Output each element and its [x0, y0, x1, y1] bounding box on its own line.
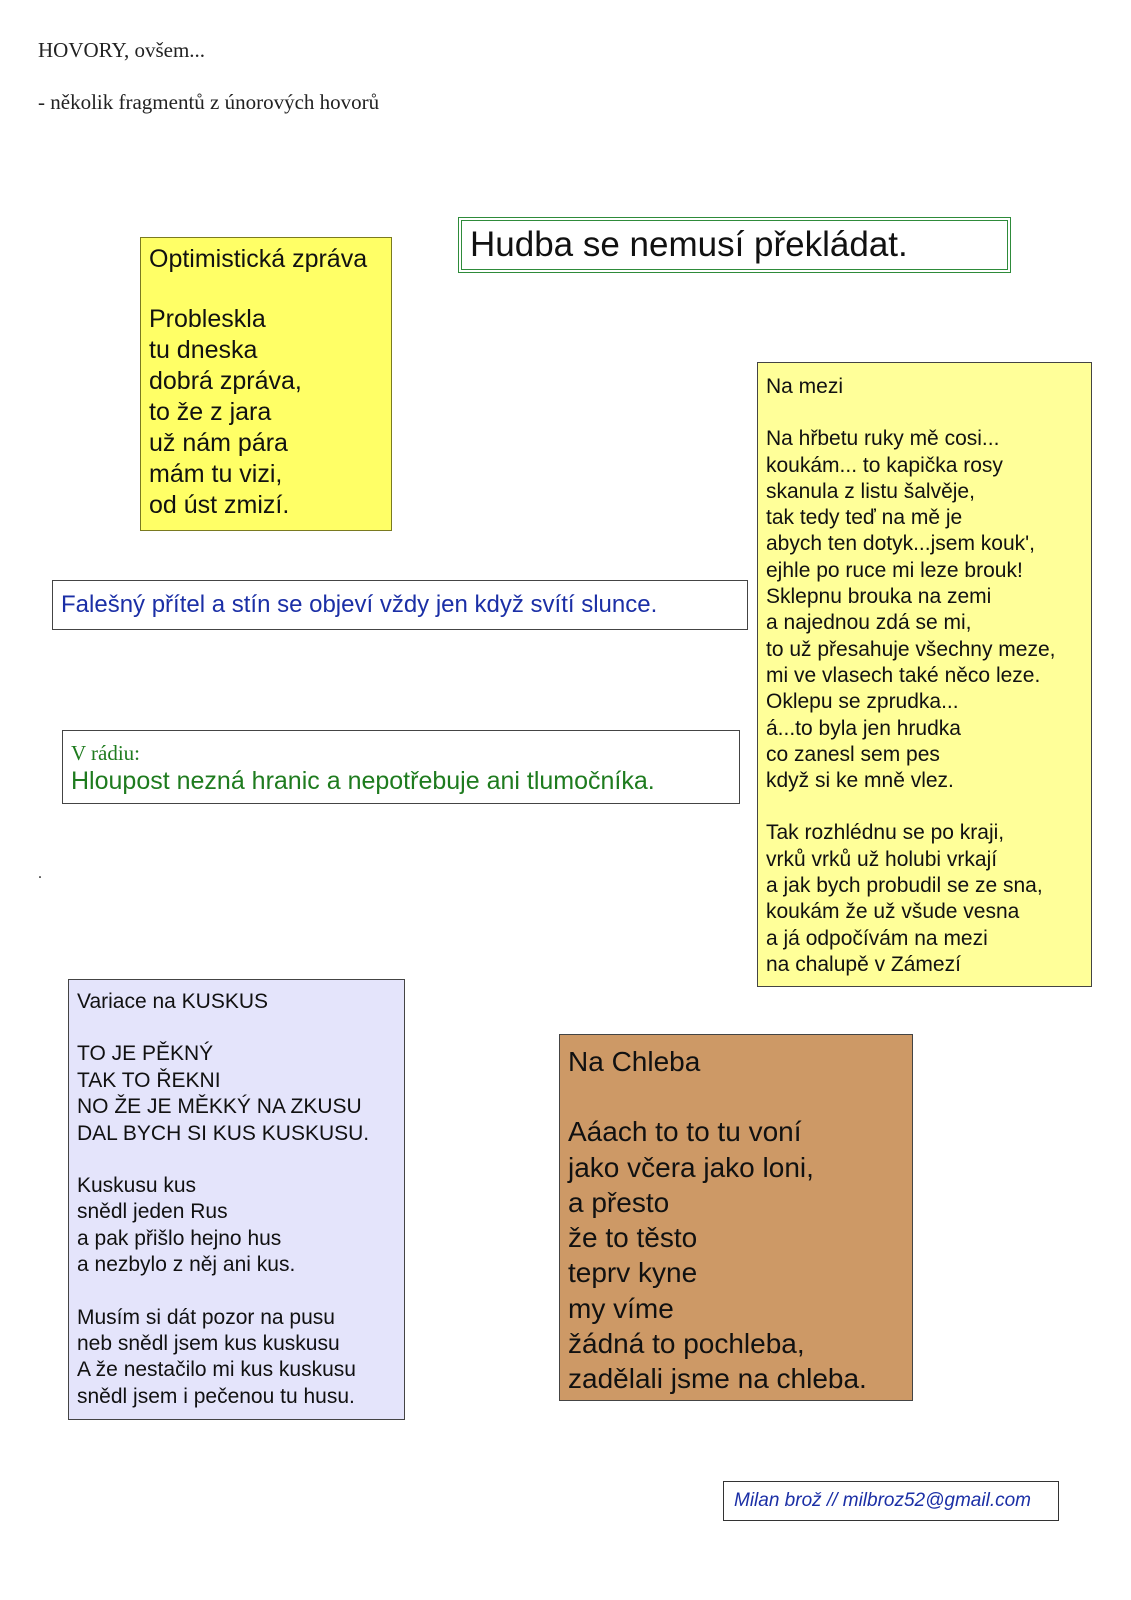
box-title: Na Chleba [568, 1046, 701, 1077]
poem-line: koukám že už všude vesna [766, 900, 1020, 924]
v-radiu-quote-box [62, 730, 740, 804]
poem-line: a pak přišlo hejno hus [77, 1226, 282, 1250]
document-title: HOVORY, ovšem... [38, 38, 206, 62]
poem-line: mám tu vizi, [149, 460, 283, 488]
poem-line: NO ŽE JE MĚKKÝ NA ZKUSU [77, 1095, 362, 1119]
poem-line: skanula z listu šalvěje, [766, 479, 975, 503]
poem-line: koukám... to kapička rosy [766, 453, 1003, 477]
poem-line: neb snědl jsem kus kuskusu [77, 1332, 340, 1356]
document-subtitle: - několik fragmentů z únorových hovorů [38, 90, 380, 114]
author-signature: Milan brož // milbroz52@gmail.com [734, 1490, 1031, 1511]
quote-label: V rádiu: [71, 741, 141, 765]
poem-line: už nám pára [149, 429, 288, 457]
quote-text: Hloupost nezná hranic a nepotřebuje ani tlumočníka. [71, 767, 655, 795]
quote-text: Falešný přítel a stín se objeví vždy jen když svítí slunce. [61, 591, 658, 618]
quote-text: Hudba se nemusí překládat. [470, 225, 908, 264]
poem-line: tu dneska [149, 336, 258, 364]
poem-line: TO JE PĚKNÝ [77, 1042, 214, 1066]
poem-line: Musím si dát pozor na pusu [77, 1305, 335, 1329]
poem-line: Aáach to to tu voní [568, 1116, 802, 1148]
na-chleba-poem-box [559, 1034, 913, 1401]
box-title: Optimistická zpráva [149, 245, 368, 273]
poem-line: snědl jsem i pečenou tu husu. [77, 1384, 355, 1408]
poem-line: žádná to pochleba, [568, 1328, 805, 1360]
poem-line: Sklepnu brouka na zemi [766, 585, 992, 609]
kuskus-poem-box [68, 979, 405, 1420]
poem-line: co zanesl sem pes [766, 742, 940, 766]
author-signature-box [723, 1481, 1059, 1521]
poem-line: a já odpočívám na mezi [766, 926, 988, 950]
poem-line: od úst zmizí. [149, 491, 290, 519]
box-title: Na mezi [766, 375, 844, 398]
poem-line: mi ve vlasech také něco leze. [766, 663, 1041, 687]
poem-line: a nezbylo z něj ani kus. [77, 1253, 296, 1277]
falesny-pritel-quote-box [52, 580, 748, 630]
poem-line: Tak rozhlédnu se po kraji, [766, 821, 1005, 845]
poem-line: a přesto [568, 1186, 670, 1218]
box-title: Variace na KUSKUS [77, 990, 269, 1013]
poem-line: abych ten dotyk...jsem kouk', [766, 532, 1035, 556]
poem-line: a jak bych probudil se ze sna, [766, 874, 1043, 898]
stray-dot: . [38, 865, 42, 882]
poem-line: to už přesahuje všechny meze, [766, 637, 1056, 661]
poem-line: Oklepu se zprudka... [766, 690, 959, 714]
poem-line: A že nestačilo mi kus kuskusu [77, 1358, 356, 1382]
poem-line: když si ke mně vlez. [766, 769, 954, 793]
poem-line: TAK TO ŘEKNI [77, 1068, 221, 1092]
poem-line: Na hřbetu ruky mě cosi... [766, 427, 1000, 451]
poem-line: Probleskla [149, 305, 266, 333]
poem-line: dobrá zpráva, [149, 367, 302, 395]
poem-line: á...to byla jen hrudka [766, 716, 961, 740]
poem-line: že to těsto [568, 1222, 698, 1254]
poem-line: na chalupě v Zámezí [766, 952, 961, 976]
poem-line: DAL BYCH SI KUS KUSKUSU. [77, 1121, 370, 1145]
poem-line: snědl jeden Rus [77, 1200, 228, 1224]
na-mezi-poem-box [757, 362, 1092, 987]
optimisticka-zprava-box [140, 237, 392, 531]
poem-line: to že z jara [149, 398, 272, 426]
poem-line: teprv kyne [568, 1257, 698, 1289]
hudba-quote-box [458, 217, 1011, 273]
poem-line: my víme [568, 1292, 674, 1324]
poem-line: ejhle po ruce mi leze brouk! [766, 558, 1023, 582]
poem-line: vrků vrků už holubi vrkají [766, 847, 998, 871]
poem-line: Kuskusu kus [77, 1174, 197, 1198]
poem-line: zadělali jsme na chleba. [568, 1363, 867, 1395]
poem-line: jako včera jako loni, [568, 1151, 814, 1183]
poem-line: a najednou zdá se mi, [766, 611, 972, 635]
poem-line: tak tedy teď na mě je [766, 506, 963, 530]
